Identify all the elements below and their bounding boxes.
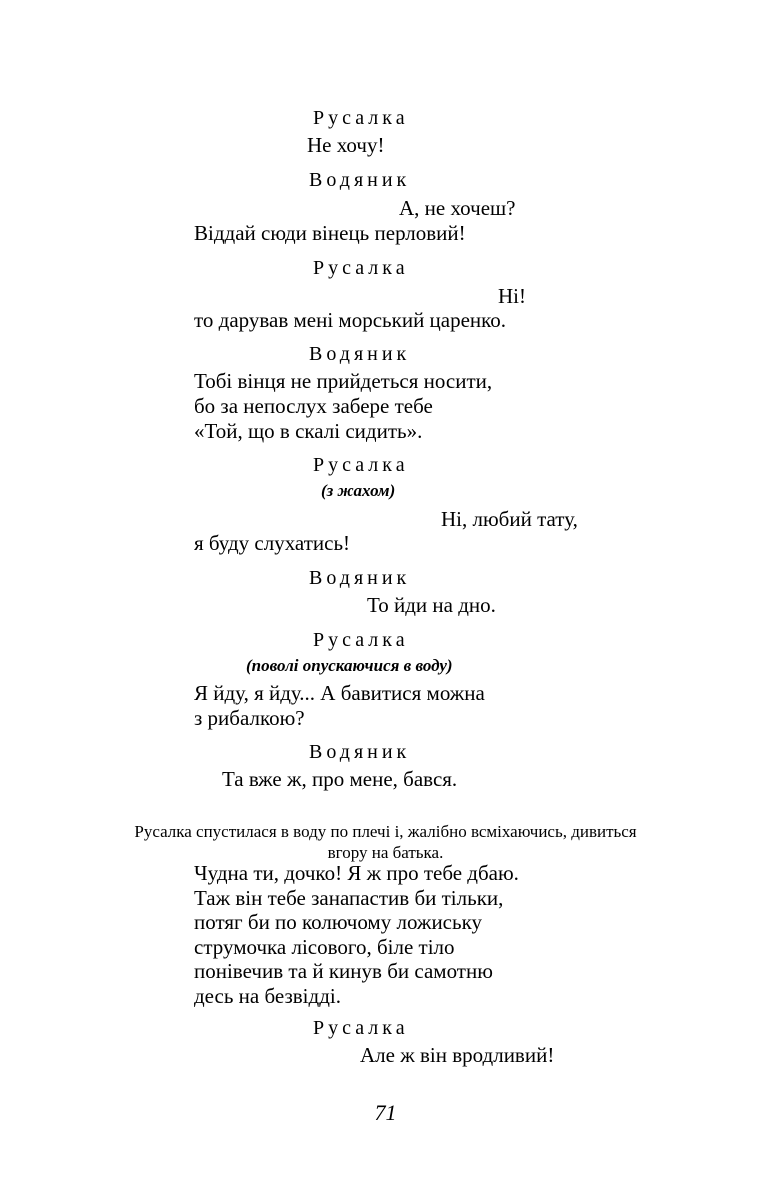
stage-direction-line: Русалка спустилася в воду по плечі і, жалібно всміхаючись, дивиться — [134, 822, 637, 841]
dialogue-line: Та вже ж, про мене, бався. — [222, 767, 458, 791]
dialogue-line: понівечив та й кинув би самотню — [194, 959, 493, 983]
dialogue-line: Віддай сюди вінець перловий! — [194, 221, 466, 245]
speaker-vodianyk: Водяник — [309, 567, 411, 589]
dialogue-line: Але ж він вродливий! — [360, 1043, 555, 1067]
dialogue-line: Чудна ти, дочко! Я ж про тебе дбаю. — [194, 861, 519, 885]
dialogue-line: з рибалкою? — [194, 706, 305, 730]
speaker-rusalka: Русалка — [313, 257, 409, 279]
dialogue-line: Не хочу! — [307, 133, 385, 157]
page-number: 71 — [374, 1100, 397, 1125]
speaker-rusalka: Русалка — [313, 629, 409, 651]
stage-remark: (поволі опускаючися в воду) — [246, 656, 453, 675]
speaker-vodianyk: Водяник — [309, 741, 411, 763]
stage-remark: (з жахом) — [321, 481, 396, 500]
dialogue-line: Ні! — [498, 284, 526, 308]
dialogue-line: То йди на дно. — [367, 593, 496, 617]
dialogue-line: «Той, що в скалі сидить». — [194, 419, 423, 443]
dialogue-line: десь на безвідді. — [194, 984, 341, 1008]
dialogue-line: Ні, любий тату, — [441, 507, 578, 531]
dialogue-line: Таж він тебе занапастив би тільки, — [194, 886, 504, 910]
speaker-vodianyk: Водяник — [309, 169, 411, 191]
speaker-rusalka: Русалка — [313, 107, 409, 129]
dialogue-line: я буду слухатись! — [194, 531, 351, 555]
dialogue-line: то дарував мені морський царенко. — [194, 308, 507, 332]
speaker-vodianyk: Водяник — [309, 343, 411, 365]
dialogue-line: Тобі вінця не прийдеться носити, — [194, 369, 493, 393]
dialogue-line: А, не хочеш? — [399, 196, 516, 220]
dialogue-line: бо за непослух забере тебе — [194, 394, 433, 418]
dialogue-line: струмочка лісового, біле тіло — [194, 935, 455, 959]
dialogue-line: потяг би по колючому ложиську — [194, 910, 482, 934]
speaker-rusalka: Русалка — [313, 454, 409, 476]
speaker-rusalka: Русалка — [313, 1017, 409, 1039]
dialogue-line: Я йду, я йду... А бавитися можна — [194, 681, 485, 705]
stage-direction-line: вгору на батька. — [327, 843, 444, 862]
